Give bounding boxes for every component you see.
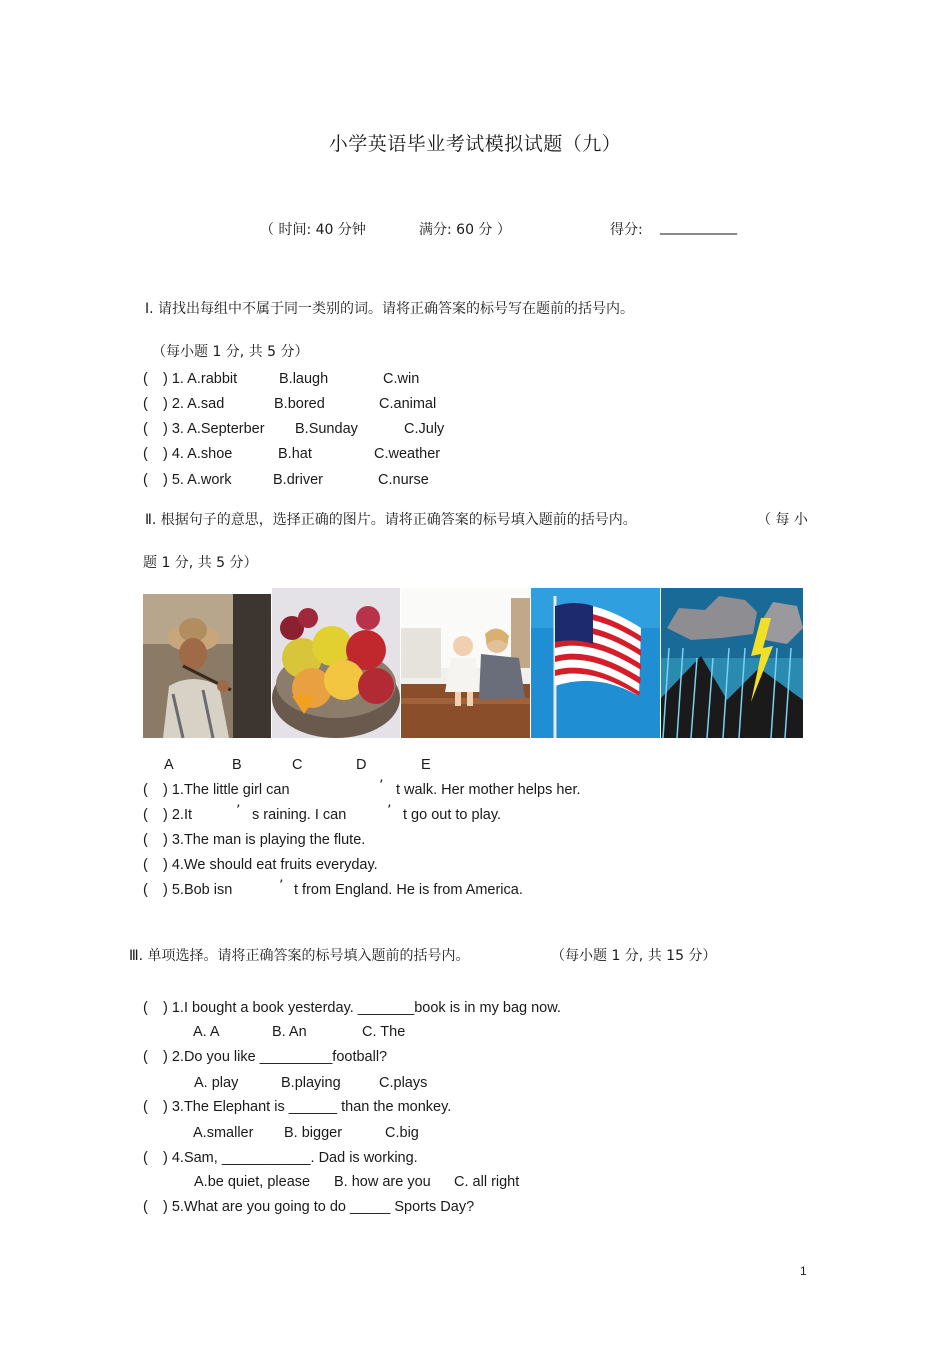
list-item: ( ) 4. A.shoe B.hat C.weather [143,446,441,462]
baby-walking-with-mother-photo [401,588,530,738]
section2-points-end: 题 1 分, 共 5 分） [143,555,258,571]
option-b: B. how are you [334,1174,431,1190]
sentence-middle: s raining. I can [252,807,347,823]
sentence-tail: t from England. He is from America. [294,882,523,898]
option-c: C. all right [454,1174,520,1190]
picture-strip [143,588,803,738]
apostrophe: ’ [379,778,384,794]
question: ( ) 5.What are you going to do _____ Sports Day? [143,1199,475,1215]
man-playing-flute-photo [143,594,271,738]
picture-letter: E [421,757,431,773]
picture-letter: C [292,757,303,773]
option-a: A. play [194,1075,239,1091]
question: ( ) 4.Sam, ___________. Dad is working. [143,1150,418,1166]
list-item: ( ) 3. A.Septerber B.Sunday C.July [143,421,445,437]
apostrophe: ’ [236,803,241,819]
option-b: B.playing [281,1075,341,1091]
list-item: ( ) 3.The man is playing the flute. [143,832,366,848]
option-c: C.plays [379,1075,428,1091]
list-item: ( ) 1.The little girl can [143,782,290,798]
option-a: A. A [193,1024,220,1040]
score-label: 得分: [610,222,643,238]
picture-letter: B [232,757,242,773]
sentence-tail: t walk. Her mother helps her. [396,782,581,798]
apostrophe: ’ [387,803,392,819]
option-c: C.big [385,1125,419,1141]
list-item: ( ) 2. A.sad B.bored C.animal [143,396,437,412]
fruit-bowl-photo [272,588,400,738]
list-item: ( ) 5. A.work B.driver C.nurse [143,472,429,488]
section3-points: （每小题 1 分, 共 15 分） [551,948,717,964]
score-blank: ___________ [660,219,737,235]
option-a: A.smaller [193,1125,254,1141]
sentence-tail: t go out to play. [403,807,502,823]
option-b: B. bigger [284,1125,343,1141]
full-score-label: 满分: 60 分 ） [419,222,511,238]
list-item: ( ) 1. A.rabbit B.laugh C.win [143,371,420,387]
section2-points-start: （ 每 小 [757,512,808,528]
apostrophe: ’ [279,878,284,894]
list-item: ( ) 2.It [143,807,193,823]
option-c: C. The [362,1024,406,1040]
option-a: A.be quiet, please [194,1174,311,1190]
question: ( ) 3.The Elephant is ______ than the monkey. [143,1099,452,1115]
list-item: ( ) 5.Bob isn [143,882,233,898]
picture-letter: D [356,757,367,773]
picture-letter: A [164,757,174,773]
question: ( ) 1.I bought a book yesterday. _______book is in my bag now. [143,1000,561,1016]
section1-heading: Ⅰ. 请找出每组中不属于同一类别的词。请将正确答案的标号写在题前的括号内。 [145,301,635,317]
page-title: 小学英语毕业考试模拟试题（九） [328,133,622,155]
time-label: （ 时间: 40 分钟 [260,222,366,238]
option-b: B. An [272,1024,307,1040]
page-number: 1 [800,1264,807,1278]
american-flag-photo [531,588,660,738]
rain-lightning-illustration [661,588,803,738]
section1-points: （每小题 1 分, 共 5 分） [152,344,309,360]
section3-heading: Ⅲ. 单项选择。请将正确答案的标号填入题前的括号内。 [129,948,470,964]
section2-heading: Ⅱ. 根据句子的意思，选择正确的图片。请将正确答案的标号填入题前的括号内。 [145,512,637,528]
list-item: ( ) 4.We should eat fruits everyday. [143,857,378,873]
question: ( ) 2.Do you like _________football? [143,1049,388,1065]
